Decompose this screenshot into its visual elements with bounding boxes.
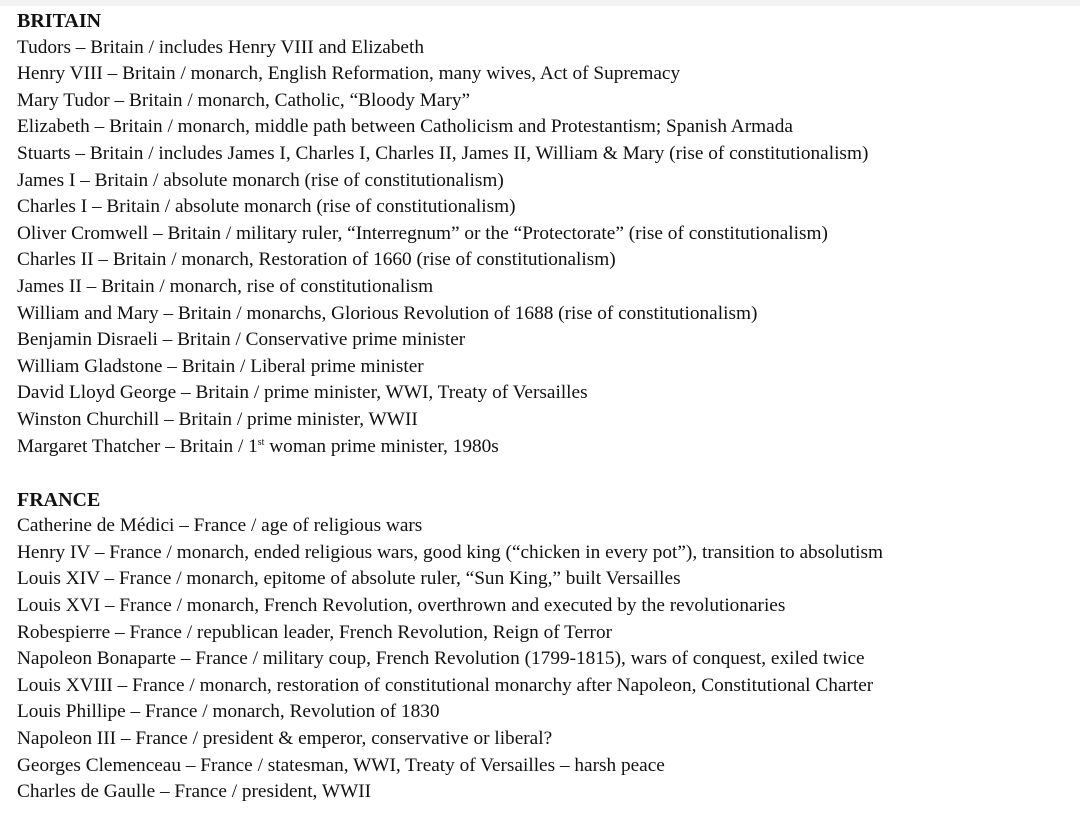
list-item: Tudors – Britain / includes Henry VIII and Elizabeth xyxy=(17,36,424,58)
section-france xyxy=(17,487,1075,806)
list-item: Catherine de Médici – France / age of religious wars xyxy=(17,515,423,537)
list-item: James II – Britain / monarch, rise of constitutionalism xyxy=(17,275,434,297)
list-item: Winston Churchill – Britain / prime minister, WWII xyxy=(17,408,418,430)
list-item: Louis XVI – France / monarch, French Revolution, overthrown and executed by the revolutionaries xyxy=(17,594,786,616)
list-item: Napoleon Bonaparte – France / military coup, French Revolution (1799-1815), wars of conquest, exiled twice xyxy=(17,648,865,670)
list-item: Henry VIII – Britain / monarch, English Reformation, many wives, Act of Supremacy xyxy=(17,63,681,85)
list-item: William Gladstone – Britain / Liberal prime minister xyxy=(17,355,424,377)
section-heading: BRITAIN xyxy=(17,10,102,32)
ordinal-suffix: st xyxy=(257,436,265,448)
list-item: William and Mary – Britain / monarchs, Glorious Revolution of 1688 (rise of constitutionalism) xyxy=(17,302,758,324)
section-heading: FRANCE xyxy=(17,488,101,511)
document-body xyxy=(17,8,1075,806)
entry-text-part: woman prime minister, 1980s xyxy=(264,435,499,457)
list-item: David Lloyd George – Britain / prime minister, WWI, Treaty of Versailles xyxy=(17,382,588,404)
list-item: Charles II – Britain / monarch, Restoration of 1660 (rise of constitutionalism) xyxy=(17,249,616,271)
list-item: Georges Clemenceau – France / statesman, WWI, Treaty of Versailles – harsh peace xyxy=(17,754,665,776)
list-item: Henry IV – France / monarch, ended religious wars, good king (“chicken in every pot”), transition to absolutism xyxy=(17,541,884,563)
page-top-edge xyxy=(0,0,1080,6)
list-item xyxy=(17,434,1075,461)
list-item: Louis Phillipe – France / monarch, Revolution of 1830 xyxy=(17,701,440,723)
list-item: Robespierre – France / republican leader, French Revolution, Reign of Terror xyxy=(17,621,613,643)
entry-text-part: Margaret Thatcher – Britain / 1 xyxy=(17,435,258,457)
list-item: Charles de Gaulle – France / president, WWII xyxy=(17,781,372,803)
list-item: Benjamin Disraeli – Britain / Conservative prime minister xyxy=(17,329,466,351)
section-britain xyxy=(17,8,1075,460)
list-item: Stuarts – Britain / includes James I, Charles I, Charles II, James II, William & Mary (rise of constitutionalism) xyxy=(17,142,869,164)
list-item: Louis XVIII – France / monarch, restoration of constitutional monarchy after Napoleon, Constitutional Charter xyxy=(17,674,874,696)
list-item: Charles I – Britain / absolute monarch (rise of constitutionalism) xyxy=(17,196,516,218)
list-item: James I – Britain / absolute monarch (rise of constitutionalism) xyxy=(17,169,504,191)
list-item: Mary Tudor – Britain / monarch, Catholic, “Bloody Mary” xyxy=(17,89,471,111)
list-item: Louis XIV – France / monarch, epitome of absolute ruler, “Sun King,” built Versailles xyxy=(17,568,681,590)
list-item: Oliver Cromwell – Britain / military ruler, “Interregnum” or the “Protectorate” (rise of constitutionalism) xyxy=(17,222,828,244)
list-item: Napoleon III – France / president & emperor, conservative or liberal? xyxy=(17,727,553,749)
list-item: Elizabeth – Britain / monarch, middle path between Catholicism and Protestantism; Spanish Armada xyxy=(17,116,793,138)
